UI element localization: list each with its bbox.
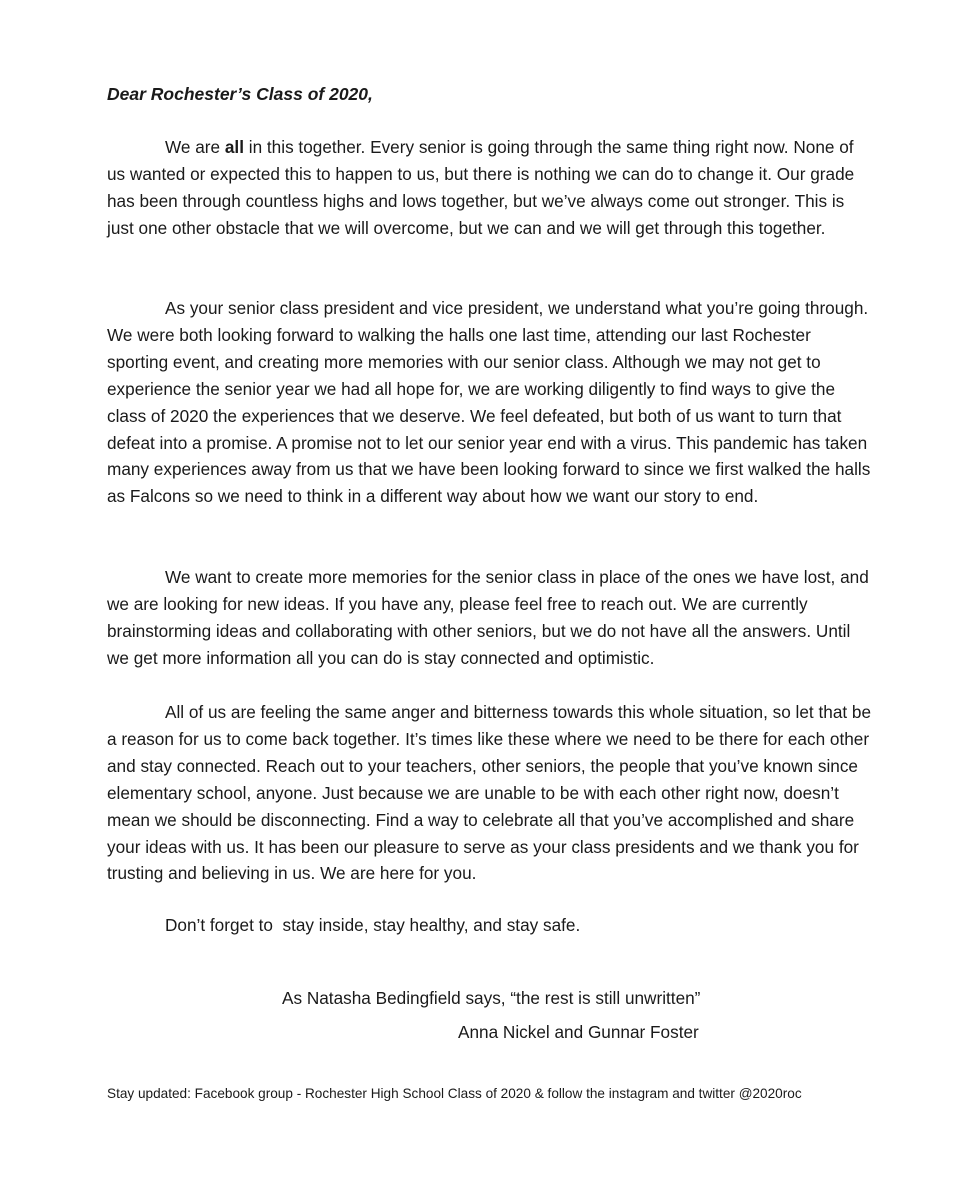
paragraph-4: All of us are feeling the same anger and bitterness towards this whole situation, so let that be a reason for us to come back together. It’s times like these where we need to be there for each other and stay connected. Reach out to your teachers, other seniors, the people that you’ve known since elementary school, anyone. Just because we are unable to be with each other right now, doesn’t mean we should be disconnecting. Find a way to celebrate all that you’ve accomplished and share your ideas with us. It has been our pleasure to serve as your class presidents and we thank you for trusting and believing in us. We are here for you. <box>107 702 872 884</box>
signature: Anna Nickel and Gunnar Foster <box>458 1022 699 1042</box>
paragraph-1-emphasis: all <box>224 137 244 157</box>
footer-note: Stay updated: Facebook group - Rochester High School Class of 2020 & follow the instagram and twitter @2020roc <box>107 1086 802 1101</box>
paragraph-1 <box>107 134 873 242</box>
paragraph-3: We want to create more memories for the senior class in place of the ones we have lost, and we are looking for new ideas. If you have any, please feel free to reach out. We are currently brainstorming ideas and collaborating with other seniors, but we do not have all the answers. Until we get more information all you can do is stay connected and optimistic. <box>107 567 869 668</box>
paragraph-1-start: We are <box>165 137 225 157</box>
salutation: Dear Rochester’s Class of 2020, <box>107 84 373 104</box>
closing-quote: As Natasha Bedingfield says, “the rest is still unwritten” <box>282 988 701 1008</box>
paragraph-2: As your senior class president and vice president, we understand what you’re going through. We were both looking forward to walking the halls one last time, attending our last Rochester sporting event, and creating more memories with our senior class. Although we may not get to experience the senior year we had all hope for, we are working diligently to find ways to give the class of 2020 the experiences that we deserve. We feel defeated, but both of us want to turn that defeat into a promise. A promise not to let our senior year end with a virus. This pandemic has taken many experiences away from us that we have been looking forward to since we first walked the halls as Falcons so we need to think in a different way about how we want our story to end. <box>107 298 871 507</box>
paragraph-5: Don’t forget to stay inside, stay healthy, and stay safe. <box>165 915 581 935</box>
paragraph-1-rest: in this together. Every senior is going through the same thing right now. None of us wanted or expected this to happen to us, but there is nothing we can do to change it. Our grade has been through countless highs and lows together, but we’ve always come out stronger. This is just one other obstacle that we will overcome, but we can and we will get through this together. <box>107 137 855 238</box>
